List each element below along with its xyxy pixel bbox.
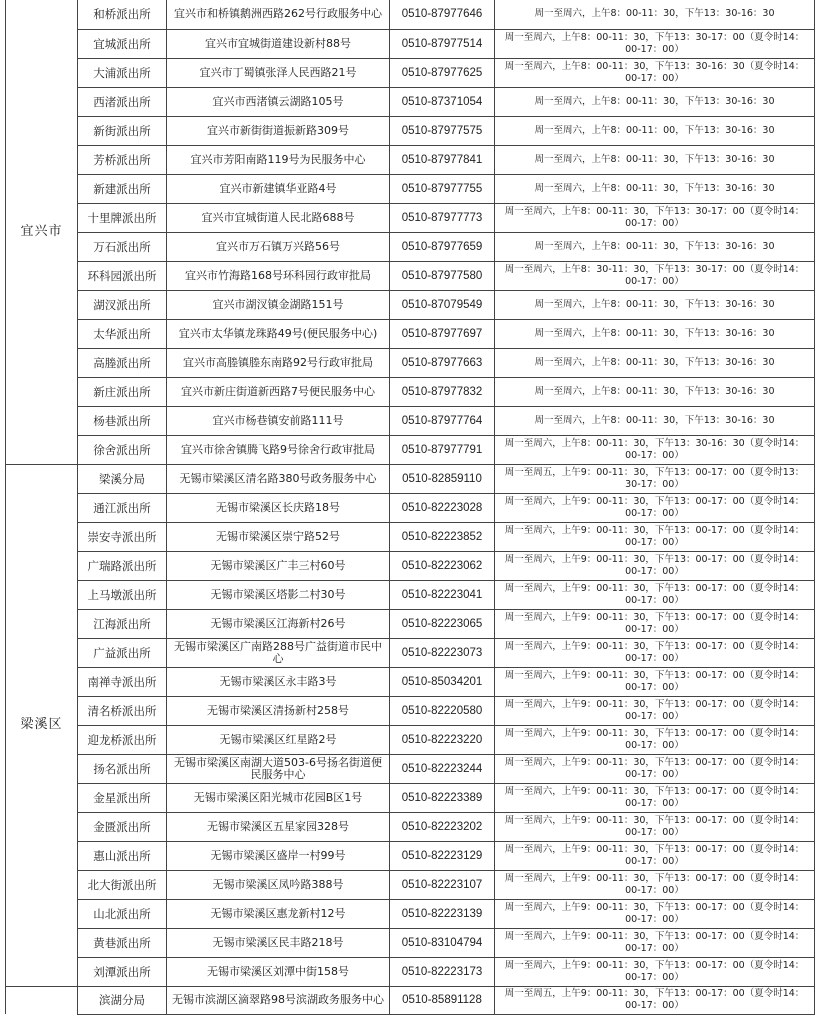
station-address: 无锡市梁溪区红星路2号 xyxy=(167,725,390,754)
table-row xyxy=(6,435,815,464)
station-address: 无锡市梁溪区凤吟路388号 xyxy=(167,870,390,899)
station-phone: 0510-87977580 xyxy=(390,261,495,290)
station-address: 无锡市梁溪区广丰三村60号 xyxy=(167,551,390,580)
office-hours: 周一至周六，上午8：00-11：30，下午13：30-16：30 xyxy=(495,319,815,348)
station-phone: 0510-82223129 xyxy=(390,841,495,870)
office-hours: 周一至周六，上午8：00-11：30，下午13：30-16：30 xyxy=(495,145,815,174)
station-name: 芳桥派出所 xyxy=(78,145,167,174)
station-phone: 0510-82223389 xyxy=(390,783,495,812)
table-row xyxy=(6,638,815,667)
table-row xyxy=(6,522,815,551)
station-address: 无锡市梁溪区惠龙新村12号 xyxy=(167,899,390,928)
station-address: 宜兴市宜城街道建设新村88号 xyxy=(167,29,390,58)
district-cell xyxy=(6,986,78,1014)
station-name: 太华派出所 xyxy=(78,319,167,348)
station-phone: 0510-82223062 xyxy=(390,551,495,580)
table-row xyxy=(6,87,815,116)
station-address: 宜兴市竹海路168号环科园行政审批局 xyxy=(167,261,390,290)
office-hours: 周一至周六，上午8：00-11：30，下午13：30-16：30 xyxy=(495,406,815,435)
table-row xyxy=(6,116,815,145)
table-row xyxy=(6,145,815,174)
office-hours: 周一至周六，上午8：00-11：30，下午13：30-16：30 xyxy=(495,0,815,29)
station-name: 高塍派出所 xyxy=(78,348,167,377)
office-hours: 周一至周六，上午8：00-11：30，下午13：30-16：30 xyxy=(495,348,815,377)
station-name: 西渚派出所 xyxy=(78,87,167,116)
station-phone: 0510-87977514 xyxy=(390,29,495,58)
office-hours: 周一至周六，上午8：00-11：30，下午13：30-16：30（夏令时14：00-17：00） xyxy=(495,435,815,464)
station-name: 广益派出所 xyxy=(78,638,167,667)
station-name: 北大街派出所 xyxy=(78,870,167,899)
office-hours: 周一至周五，上午9：00-11：30，下午13：00-17：00（夏令时14：00-17：00） xyxy=(495,986,815,1014)
station-phone: 0510-87977659 xyxy=(390,232,495,261)
station-address: 宜兴市杨巷镇安前路111号 xyxy=(167,406,390,435)
station-phone: 0510-87977625 xyxy=(390,58,495,87)
station-phone: 0510-87079549 xyxy=(390,290,495,319)
table-row xyxy=(6,870,815,899)
station-phone: 0510-87977791 xyxy=(390,435,495,464)
station-name: 金匮派出所 xyxy=(78,812,167,841)
station-address: 宜兴市芳阳南路119号为民服务中心 xyxy=(167,145,390,174)
table-row xyxy=(6,203,815,232)
table-row xyxy=(6,696,815,725)
station-name: 江海派出所 xyxy=(78,609,167,638)
station-phone: 0510-82223107 xyxy=(390,870,495,899)
police-station-table xyxy=(5,0,815,1015)
station-phone: 0510-87977755 xyxy=(390,174,495,203)
station-phone: 0510-83104794 xyxy=(390,928,495,957)
station-address: 宜兴市和桥镇鹅洲西路262号行政服务中心 xyxy=(167,0,390,29)
office-hours: 周一至周六，上午8：00-11：30，下午13：30-17：00（夏令时14：00-17：00） xyxy=(495,29,815,58)
table-row xyxy=(6,377,815,406)
station-address: 无锡市梁溪区民丰路218号 xyxy=(167,928,390,957)
office-hours: 周一至周五，上午9：00-11：30，下午13：00-17：00（夏令时13：30-17：00） xyxy=(495,464,815,493)
station-name: 新建派出所 xyxy=(78,174,167,203)
office-hours: 周一至周六，上午8：00-11：30，下午13：30-16：30 xyxy=(495,87,815,116)
office-hours: 周一至周六，上午9：00-11：30，下午13：00-17：00（夏令时14：00-17：00） xyxy=(495,725,815,754)
station-address: 无锡市梁溪区崇宁路52号 xyxy=(167,522,390,551)
station-name: 十里牌派出所 xyxy=(78,203,167,232)
office-hours: 周一至周六，上午9：00-11：30，下午13：00-17：00（夏令时14：00-17：00） xyxy=(495,899,815,928)
district-cell: 梁溪区 xyxy=(6,464,78,986)
office-hours: 周一至周六，上午9：00-11：30，下午13：00-17：00（夏令时14：00-17：00） xyxy=(495,522,815,551)
office-hours: 周一至周六，上午8：00-11：30，下午13：30-16：30 xyxy=(495,174,815,203)
table-row xyxy=(6,783,815,812)
station-phone: 0510-82223065 xyxy=(390,609,495,638)
station-phone: 0510-82223202 xyxy=(390,812,495,841)
station-name: 黄巷派出所 xyxy=(78,928,167,957)
station-phone: 0510-87977832 xyxy=(390,377,495,406)
station-address: 宜兴市太华镇龙珠路49号(便民服务中心) xyxy=(167,319,390,348)
station-address: 无锡市梁溪区阳光城市花园B区1号 xyxy=(167,783,390,812)
station-phone: 0510-82223173 xyxy=(390,957,495,986)
station-address: 无锡市梁溪区永丰路3号 xyxy=(167,667,390,696)
table-row xyxy=(6,986,815,1014)
office-hours: 周一至周六，上午9：00-11：30，下午13：00-17：00（夏令时14：00-17：00） xyxy=(495,754,815,783)
station-address: 无锡市梁溪区广南路288号广益街道市民中心 xyxy=(167,638,390,667)
office-hours: 周一至周六，上午9：00-11：30，下午13：00-17：00（夏令时14：00-17：00） xyxy=(495,696,815,725)
station-address: 无锡市梁溪区五星家园328号 xyxy=(167,812,390,841)
office-hours: 周一至周六，上午9：00-11：30，下午13：00-17：00（夏令时14：00-17：00） xyxy=(495,638,815,667)
station-name: 和桥派出所 xyxy=(78,0,167,29)
table-row xyxy=(6,551,815,580)
station-address: 宜兴市丁蜀镇张泽人民西路21号 xyxy=(167,58,390,87)
table-row xyxy=(6,928,815,957)
table-row xyxy=(6,290,815,319)
district-cell: 宜兴市 xyxy=(6,0,78,464)
station-address: 无锡市梁溪区江海新村26号 xyxy=(167,609,390,638)
station-name: 金星派出所 xyxy=(78,783,167,812)
station-address: 宜兴市新街街道振新路309号 xyxy=(167,116,390,145)
station-address: 宜兴市徐舍镇腾飞路9号徐舍行政审批局 xyxy=(167,435,390,464)
station-address: 宜兴市高塍镇塍东南路92号行政审批局 xyxy=(167,348,390,377)
station-name: 南禅寺派出所 xyxy=(78,667,167,696)
station-phone: 0510-87977773 xyxy=(390,203,495,232)
office-hours: 周一至周六，上午8：30-11：30，下午13：30-17：00（夏令时14：00-17：00） xyxy=(495,261,815,290)
station-phone: 0510-87977646 xyxy=(390,0,495,29)
table-row xyxy=(6,348,815,377)
station-phone: 0510-82223139 xyxy=(390,899,495,928)
station-phone: 0510-82859110 xyxy=(390,464,495,493)
table-row xyxy=(6,174,815,203)
station-name: 惠山派出所 xyxy=(78,841,167,870)
station-name: 宜城派出所 xyxy=(78,29,167,58)
station-address: 无锡市梁溪区南湖大道503-6号扬名街道便民服务中心 xyxy=(167,754,390,783)
station-name: 迎龙桥派出所 xyxy=(78,725,167,754)
table-body xyxy=(6,0,815,1014)
station-phone: 0510-87371054 xyxy=(390,87,495,116)
station-name: 梁溪分局 xyxy=(78,464,167,493)
table-row xyxy=(6,406,815,435)
office-hours: 周一至周六，上午9：00-11：30，下午13：00-17：00（夏令时14：00-17：00） xyxy=(495,580,815,609)
table-row xyxy=(6,232,815,261)
station-phone: 0510-82220580 xyxy=(390,696,495,725)
table-row xyxy=(6,725,815,754)
office-hours: 周一至周六，上午8：00-11：30，下午13：30-17：00（夏令时14：00-17：00） xyxy=(495,203,815,232)
station-phone: 0510-87977764 xyxy=(390,406,495,435)
station-name: 通江派出所 xyxy=(78,493,167,522)
office-hours: 周一至周六，上午9：00-11：30，下午13：00-17：00（夏令时14：00-17：00） xyxy=(495,783,815,812)
station-address: 宜兴市宜城街道人民北路688号 xyxy=(167,203,390,232)
station-address: 无锡市梁溪区盛岸一村99号 xyxy=(167,841,390,870)
station-address: 无锡市梁溪区塔影二村30号 xyxy=(167,580,390,609)
office-hours: 周一至周六，上午8：00-11：30，下午13：30-16：30 xyxy=(495,377,815,406)
station-address: 宜兴市新建镇华亚路4号 xyxy=(167,174,390,203)
station-name: 清名桥派出所 xyxy=(78,696,167,725)
office-hours: 周一至周六，上午9：00-11：30，下午13：00-17：00（夏令时14：00-17：00） xyxy=(495,812,815,841)
station-phone: 0510-82223041 xyxy=(390,580,495,609)
station-name: 扬名派出所 xyxy=(78,754,167,783)
office-hours: 周一至周六，上午8：00-11：30，下午13：30-16：30 xyxy=(495,290,815,319)
office-hours: 周一至周六，上午9：00-11：30，下午13：00-17：00（夏令时14：00-17：00） xyxy=(495,928,815,957)
office-hours: 周一至周六，上午9：00-11：30，下午13：00-17：00（夏令时14：00-17：00） xyxy=(495,493,815,522)
table-row xyxy=(6,580,815,609)
station-phone: 0510-82223073 xyxy=(390,638,495,667)
station-name: 杨巷派出所 xyxy=(78,406,167,435)
station-address: 宜兴市新庄街道新西路7号便民服务中心 xyxy=(167,377,390,406)
station-name: 崇安寺派出所 xyxy=(78,522,167,551)
station-phone: 0510-87977663 xyxy=(390,348,495,377)
office-hours: 周一至周六，上午9：00-11：30，下午13：00-17：00（夏令时14：00-17：00） xyxy=(495,551,815,580)
table-row xyxy=(6,261,815,290)
table-row xyxy=(6,754,815,783)
station-name: 大浦派出所 xyxy=(78,58,167,87)
table-row xyxy=(6,58,815,87)
table-row xyxy=(6,0,815,29)
table-row xyxy=(6,493,815,522)
station-name: 环科园派出所 xyxy=(78,261,167,290)
station-name: 上马墩派出所 xyxy=(78,580,167,609)
office-hours: 周一至周六，上午9：00-11：30，下午13：00-17：00（夏令时14：00-17：00） xyxy=(495,667,815,696)
station-phone: 0510-82223244 xyxy=(390,754,495,783)
station-address: 宜兴市湖汊镇金湖路151号 xyxy=(167,290,390,319)
station-name: 山北派出所 xyxy=(78,899,167,928)
table-row xyxy=(6,667,815,696)
table-row xyxy=(6,609,815,638)
station-phone: 0510-87977697 xyxy=(390,319,495,348)
station-name: 新庄派出所 xyxy=(78,377,167,406)
office-hours: 周一至周六，上午8：00-11：30，下午13：30-16：30 xyxy=(495,232,815,261)
station-address: 无锡市滨湖区滴翠路98号滨湖政务服务中心 xyxy=(167,986,390,1014)
station-address: 无锡市梁溪区刘潭中街158号 xyxy=(167,957,390,986)
table-row xyxy=(6,841,815,870)
table-row xyxy=(6,957,815,986)
station-address: 宜兴市万石镇万兴路56号 xyxy=(167,232,390,261)
office-hours: 周一至周六，上午8：00-11：30，下午13：30-16：30（夏令时14：00-17：00） xyxy=(495,58,815,87)
station-address: 无锡市梁溪区清名路380号政务服务中心 xyxy=(167,464,390,493)
station-name: 广瑞路派出所 xyxy=(78,551,167,580)
station-name: 刘潭派出所 xyxy=(78,957,167,986)
station-name: 湖汊派出所 xyxy=(78,290,167,319)
station-phone: 0510-87977575 xyxy=(390,116,495,145)
station-phone: 0510-82223028 xyxy=(390,493,495,522)
office-hours: 周一至周六，上午9：00-11：30，下午13：00-17：00（夏令时14：00-17：00） xyxy=(495,841,815,870)
office-hours: 周一至周六，上午9：00-11：30，下午13：00-17：00（夏令时14：00-17：00） xyxy=(495,870,815,899)
station-phone: 0510-85034201 xyxy=(390,667,495,696)
station-phone: 0510-82223852 xyxy=(390,522,495,551)
station-name: 新街派出所 xyxy=(78,116,167,145)
office-hours: 周一至周六，上午9：00-11：30，下午13：00-17：00（夏令时14：00-17：00） xyxy=(495,609,815,638)
station-address: 无锡市梁溪区长庆路18号 xyxy=(167,493,390,522)
station-address: 宜兴市西渚镇云湖路105号 xyxy=(167,87,390,116)
table-row xyxy=(6,464,815,493)
table-row xyxy=(6,899,815,928)
office-hours: 周一至周六，上午9：00-11：30，下午13：00-17：00（夏令时14：00-17：00） xyxy=(495,957,815,986)
station-name: 徐舍派出所 xyxy=(78,435,167,464)
table-row xyxy=(6,29,815,58)
table-row xyxy=(6,812,815,841)
station-phone: 0510-87977841 xyxy=(390,145,495,174)
station-name: 滨湖分局 xyxy=(78,986,167,1014)
station-name: 万石派出所 xyxy=(78,232,167,261)
table-row xyxy=(6,319,815,348)
station-phone: 0510-82223220 xyxy=(390,725,495,754)
station-phone: 0510-85891128 xyxy=(390,986,495,1014)
station-address: 无锡市梁溪区清扬新村258号 xyxy=(167,696,390,725)
office-hours: 周一至周六，上午8：00-11：00，下午13：30-16：30 xyxy=(495,116,815,145)
